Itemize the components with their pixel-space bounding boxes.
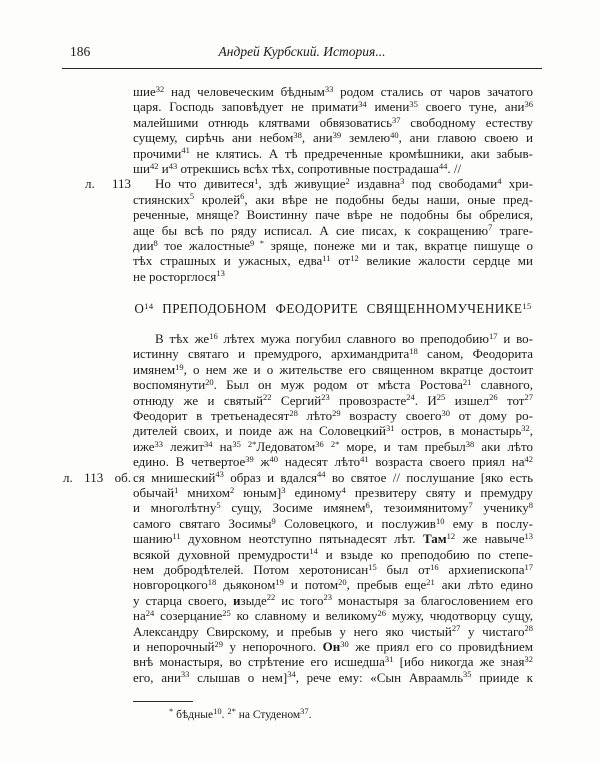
text-line: не росторглося$^{13}$ bbox=[133, 268, 225, 284]
text-line: ши$^{42}$ и$^{43}$ отрекшись всѣх тѣх, сопротивные пострадаша$^{44}$. // bbox=[133, 160, 462, 176]
paragraph bbox=[63, 330, 534, 685]
footnote-ref: 20 bbox=[338, 577, 347, 588]
footnote-ref: 1 bbox=[174, 484, 179, 495]
text-line: нем добродѣтелей. Потом херотонисан$^{15}$ был от$^{16}$ архиепископа$^{17}$ bbox=[133, 561, 533, 577]
footnote-ref: 16 bbox=[209, 330, 218, 341]
text-line: л. 113 Но что дивитеся$^1$, здѣ живущие$^2$ издавна$^3$ под свободами$^4$ хри- bbox=[133, 176, 533, 191]
footnote-ref: 12 bbox=[350, 253, 359, 264]
footnote-ref: 2* bbox=[330, 438, 340, 449]
text-line: малейшими отнюдь клятвами обвязоватись$^{37}$ свободному естеству bbox=[133, 114, 533, 130]
running-title: Андрей Курбский. История... bbox=[218, 44, 386, 59]
footnote-ref: 3 bbox=[400, 176, 405, 187]
footnote-ref: 19 bbox=[175, 361, 184, 372]
footnote-ref: 36 bbox=[524, 99, 533, 110]
footnote-ref: 4 bbox=[497, 176, 502, 187]
text-line: имянем$^{19}$, о нем же и о жительстве его священном вкратце достоит bbox=[133, 361, 533, 377]
footnote-ref: 35 bbox=[409, 99, 418, 110]
footnote-ref: 35 bbox=[463, 669, 472, 680]
footnote-ref: 11 bbox=[322, 253, 331, 264]
footnote-ref: 21 bbox=[462, 377, 472, 387]
footnote-ref: 4 bbox=[341, 484, 346, 495]
footnote-ref: 42 bbox=[149, 160, 159, 171]
footnote-ref: 1 bbox=[254, 176, 259, 187]
footnote-ref: 38 bbox=[293, 129, 302, 140]
folio-margin-note: л. 113 bbox=[85, 176, 131, 192]
footnote-ref: 19 bbox=[275, 577, 284, 588]
footnote-ref: 8 bbox=[528, 500, 533, 511]
footnote-ref: 15 bbox=[368, 561, 377, 572]
footnote-ref: 10 bbox=[435, 515, 445, 526]
footnote-ref: 22 bbox=[266, 592, 276, 603]
footnote-text: * бѣдные$^{10}$. $^{2*}$ на Студеном$^{37}$. bbox=[169, 705, 312, 722]
footnote-ref: * bbox=[169, 705, 174, 716]
footnote-ref: 2* bbox=[227, 705, 236, 716]
footnote-separator bbox=[133, 701, 193, 702]
text-body bbox=[63, 83, 534, 722]
footnote-ref: 2 bbox=[230, 484, 235, 495]
footnote-ref: 33 bbox=[180, 669, 190, 680]
text-line: шие$^{32}$ над человеческим бѣдным$^{33}$ родом стались от чаров зачатого bbox=[133, 83, 533, 99]
footnote-ref: 2* bbox=[247, 438, 257, 449]
text-line: и многолѣтну$^5$ сущу, Зосиме имянем$^6$, тезоимянитому$^7$ ученику$^8$ bbox=[133, 500, 533, 516]
footnote-ref: 26 bbox=[377, 607, 386, 618]
footnote-ref: 23 bbox=[323, 592, 332, 603]
footnote-ref: 27 bbox=[524, 392, 533, 403]
text-line: едино. В четвертое$^{39}$ ж$^{40}$ надесят лѣто$^{41}$ возраста своего приял на$^{42}$ bbox=[133, 453, 534, 470]
footnote-ref: 36 bbox=[315, 438, 324, 449]
footnote-ref: 23 bbox=[321, 392, 330, 403]
footnote-ref: 16 bbox=[430, 561, 439, 572]
bold-text: и bbox=[233, 592, 241, 608]
text-line: отнюду же и святый$^{22}$ Сергий$^{23}$ провозрасте$^{24}$. И$^{25}$ изшел$^{26}$ тот$^{27}$ bbox=[133, 392, 533, 408]
text-line: л. 113 об. ся мнишеский$^{43}$ образ и вдался$^{44}$ во святое // послушание [яко есть bbox=[63, 469, 533, 485]
footnote-ref: 8 bbox=[153, 237, 158, 248]
bold-text: Он bbox=[322, 638, 341, 654]
footnote-ref: 41 bbox=[360, 453, 369, 464]
footnote-ref: 15 bbox=[522, 300, 532, 311]
text-line: Александру Свирскому, и пребыв у него яко чистый$^{27}$ у чистаго$^{28}$ bbox=[133, 623, 533, 639]
footnote-ref: 32 bbox=[155, 83, 165, 94]
footnote-ref: 39 bbox=[332, 129, 342, 140]
footnote-ref: 37 bbox=[392, 114, 401, 125]
footnote-ref: 14 bbox=[144, 300, 154, 311]
footnote-ref: 39 bbox=[245, 453, 254, 464]
folio-margin-note: л. 113 об. bbox=[63, 469, 131, 485]
text-line: реченные, мняще? Воистинну паче вѣре не подобны бы обрелися, bbox=[133, 207, 533, 223]
footnote-ref: 43 bbox=[168, 160, 178, 171]
text-line: иже$^{33}$ лежит$^{34}$ на$^{35}$ $^{2*}$Ледоватом$^{36}$ $^{2*}$ море, и там пребыл$^{38}$ аки лѣто bbox=[133, 438, 534, 454]
footnote-ref: 2 bbox=[345, 176, 350, 187]
footnote-ref: 32 bbox=[521, 423, 530, 434]
footnote-ref: 37 bbox=[300, 705, 309, 716]
footnote-ref: 12 bbox=[446, 530, 456, 541]
text-line: тѣх страшных и ужасных, едва$^{11}$ от$^{12}$ великие жалости сердце ми bbox=[133, 253, 533, 269]
footnote-ref: 27 bbox=[451, 623, 461, 634]
footnote-ref: 35 bbox=[232, 438, 241, 449]
footnote-ref: 21 bbox=[426, 577, 435, 588]
footnote-ref: 31 bbox=[385, 423, 395, 434]
text-line: у старца своего, изыде$^{22}$ ис того$^{23}$ монастыря за благословением его bbox=[133, 592, 534, 608]
paragraph bbox=[133, 84, 533, 176]
text-line: всякой духовной премудрости$^{14}$ и взыде ко преподобию по степе- bbox=[133, 546, 534, 562]
footnote-ref: 29 bbox=[214, 638, 224, 649]
footnote-ref: 43 bbox=[215, 469, 224, 480]
footnote-ref: 13 bbox=[524, 530, 533, 541]
footnote-ref: 6 bbox=[240, 191, 245, 202]
footnote-ref: 28 bbox=[524, 623, 533, 634]
text-line: стиянских$^5$ кролей$^6$, аки вѣре не подобны беды наши, оные пред- bbox=[133, 191, 533, 207]
footnote-ref: 9 bbox=[271, 515, 276, 526]
text-line: аще бы всѣ по ряду исписал. А сие писах, к сокращению$^7$ траге- bbox=[133, 222, 534, 238]
text-line: дии$^8$ тое жалостные$^{9 *}$ зряще, понеже ми и так, вкратце пишуще о bbox=[133, 237, 534, 253]
footnote-ref: 13 bbox=[216, 268, 225, 279]
footnote-ref: 3 bbox=[281, 484, 286, 495]
footnote-ref: 17 bbox=[488, 330, 498, 341]
footnote-ref: 31 bbox=[384, 654, 394, 665]
footnote-ref: 34 bbox=[358, 99, 367, 110]
footnote-ref: 34 bbox=[287, 669, 296, 680]
footnote-ref: 14 bbox=[309, 546, 318, 557]
page-header bbox=[62, 44, 542, 69]
footnote-ref: 17 bbox=[524, 561, 533, 572]
footnote-ref: 28 bbox=[289, 407, 298, 418]
footnote-ref: 41 bbox=[181, 145, 190, 156]
paragraph bbox=[85, 176, 534, 284]
footnote-ref: 32 bbox=[524, 654, 533, 665]
text-line: шанию$^{11}$ духовном неотступно пятьнадесят лѣт. Там$^{12}$ же навыче$^{13}$ bbox=[133, 530, 533, 547]
footnote-ref: 20 bbox=[205, 377, 214, 387]
footnote-ref: 30 bbox=[441, 407, 450, 418]
footnote-ref: 10 bbox=[213, 705, 222, 716]
text-line: воспомянути$^{20}$. Был он муж родом от мѣста Ростова$^{21}$ славного, bbox=[133, 377, 533, 393]
footnote-ref: 11 bbox=[172, 530, 181, 541]
footnote-ref: 44 bbox=[316, 469, 326, 480]
footnote-ref: 29 bbox=[332, 407, 341, 418]
footnote-ref: 34 bbox=[204, 438, 213, 449]
footnote-ref: 18 bbox=[409, 346, 418, 357]
text-line: В тѣх же$^{16}$ лѣтех мужа погубил славного во преподобию$^{17}$ и во- bbox=[155, 330, 533, 347]
footnote-ref: 25 bbox=[436, 392, 446, 403]
footnote-ref: 7 bbox=[468, 500, 473, 511]
footnote-ref: 25 bbox=[222, 607, 231, 618]
footnote-ref: 24 bbox=[145, 607, 155, 618]
footnote-ref: 42 bbox=[524, 453, 534, 464]
footnote-ref: 18 bbox=[207, 577, 217, 588]
page-number: 186 bbox=[70, 44, 91, 59]
footnote-ref: 33 bbox=[324, 83, 334, 94]
text-line: царя. Господь заповѣдует не примати$^{34}$ имени$^{35}$ своего туне, ани$^{36}$ bbox=[133, 99, 533, 115]
text-line: его, ани$^{33}$ слышав о нем]$^{34}$, рече ему: «Сын Авраамль$^{35}$ прииде к bbox=[133, 669, 533, 685]
footnote-ref: 26 bbox=[489, 392, 498, 403]
footnote-ref: 7 bbox=[488, 222, 493, 233]
text-line: истинну святаго и премудрого, архимандрита$^{18}$ саном, Феодорита bbox=[133, 346, 533, 362]
footnote-ref: 9 * bbox=[250, 237, 264, 248]
footnote-ref: 5 bbox=[216, 500, 221, 511]
footnote-ref: 40 bbox=[390, 129, 399, 140]
text-line: самого святаго Зосимы$^9$ Соловецкого, и послужив$^{10}$ ему в послу- bbox=[133, 515, 534, 531]
footnote-ref: 30 bbox=[340, 638, 349, 649]
text-line: прочими$^{41}$ не клятись. А тѣ предреченные кромѣшники, аки забыв- bbox=[133, 145, 533, 161]
footnote-ref: 24 bbox=[406, 392, 415, 403]
text-line: сущему, сирѣчь ани небом$^{38}$, ани$^{39}$ землею$^{40}$, ани главою своею и bbox=[133, 129, 533, 146]
footnote-ref: 40 bbox=[269, 453, 279, 464]
text-line: на$^{24}$ созерцание$^{25}$ ко славному и великому$^{26}$ мужу, чюдотворцу сущу, bbox=[133, 607, 533, 624]
text-line: Феодорит в третьенадесят$^{28}$ лѣто$^{29}$ возрасту своего$^{30}$ от дому ро- bbox=[133, 407, 533, 424]
text-line: обычай$^1$ мнихом$^2$ юным]$^3$ единому$^4$ презвитеру святу и премудру bbox=[133, 484, 533, 500]
footnote-ref: 22 bbox=[262, 392, 272, 403]
footnote-ref: 33 bbox=[154, 438, 164, 449]
bold-text: Там bbox=[422, 531, 447, 547]
section-heading: О$^{14}$ ПРЕПОДОБНОМ ФЕОДОРИТЕ СВЯЩЕННОМУЧЕНИКЕ$^{15}$ bbox=[134, 300, 532, 317]
text-line: и непорочный$^{29}$ у непорочного. Он$^{30}$ же приял его со провидѣнием bbox=[133, 638, 533, 654]
footnote-ref: 5 bbox=[189, 191, 195, 202]
text-line: новгороцкого$^{18}$ дьяконом$^{19}$ и потом$^{20}$, пребыв еще$^{21}$ аки лѣто едино bbox=[133, 577, 534, 593]
text-line: внѣ монастыря, во стрѣтение его исшедша$^{31}$ [ибо никогда же зная$^{32}$ bbox=[133, 654, 533, 670]
footnote-ref: 6 bbox=[365, 500, 370, 511]
footnote-ref: 38 bbox=[465, 438, 475, 449]
text-line: дителей своих, и поиде аж на Соловецкий$^{31}$ остров, в монастырь$^{32}$, bbox=[133, 423, 533, 439]
footnote-ref: 44 bbox=[438, 160, 448, 171]
